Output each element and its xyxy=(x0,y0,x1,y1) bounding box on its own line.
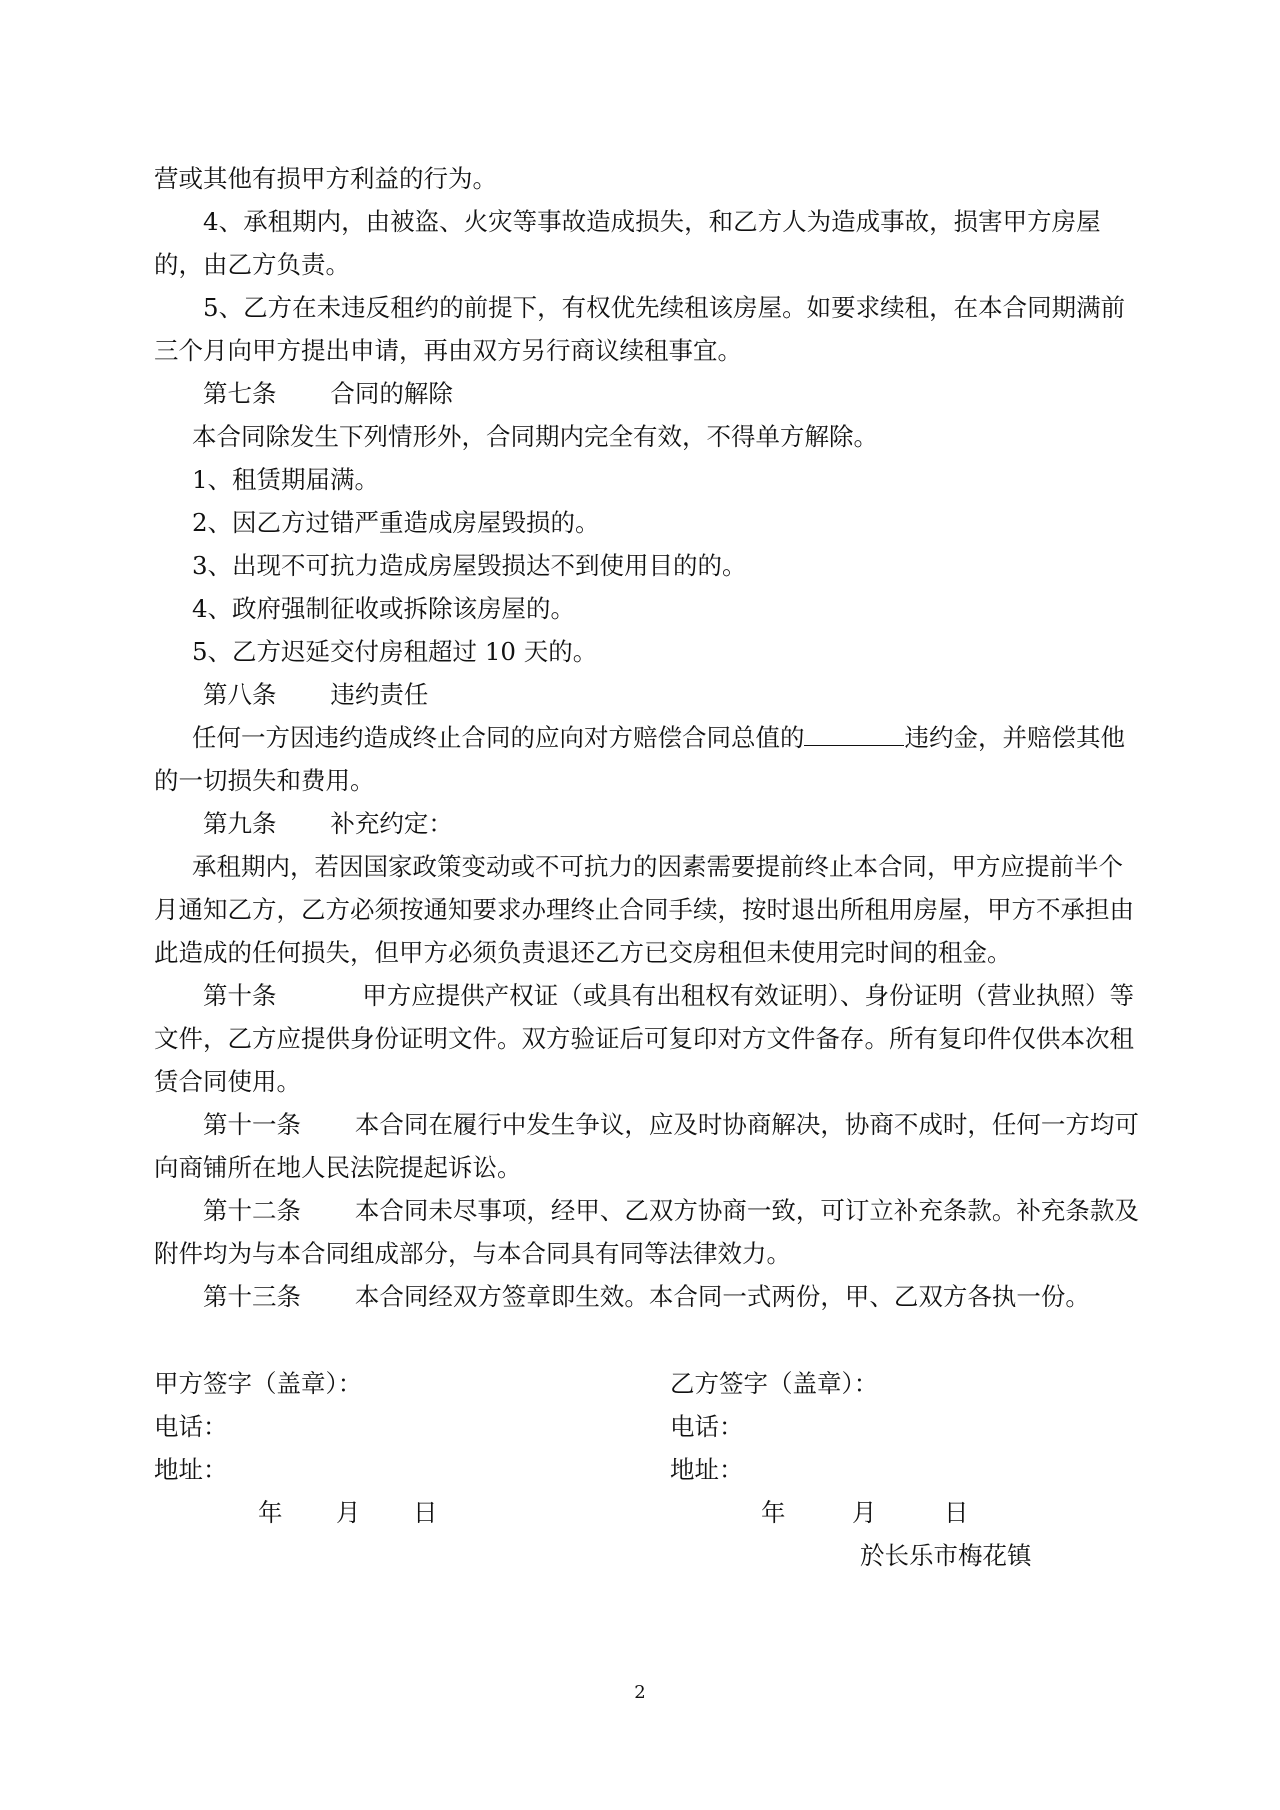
article-12-text: 本合同未尽事项，经甲、乙双方协商一致，可订立补充条款。补充条款及附件均为与本合同组成部分，与本合同具有同等法律效力。 xyxy=(154,1196,1139,1268)
clause-6-5: 5、乙方在未违反租约的前提下，有权优先续租该房屋。如要求续租，在本合同期满前三个月向甲方提出申请，再由双方另行商议续租事宜。 xyxy=(154,293,1126,365)
article-11-num: 第十一条 xyxy=(203,1110,301,1139)
article-9-num: 第九条 xyxy=(203,809,277,838)
article-12 xyxy=(154,1189,1144,1275)
party-a-year: 年 xyxy=(258,1498,283,1527)
article-8-heading xyxy=(154,673,428,716)
article-9-title: 补充约定： xyxy=(330,809,453,838)
party-b-year: 年 xyxy=(761,1498,786,1527)
article-7-intro: 本合同除发生下列情形外，合同期内完全有效，不得单方解除。 xyxy=(191,422,878,451)
article-7-item-4: 4、政府强制征收或拆除该房屋的。 xyxy=(191,594,576,623)
article-7-title: 合同的解除 xyxy=(330,379,453,408)
penalty-blank[interactable] xyxy=(804,721,904,746)
article-8-title: 违约责任 xyxy=(330,680,429,709)
article-11-text: 本合同在履行中发生争议，应及时协商解决，协商不成时，任何一方均可向商铺所在地人民法院提起诉讼。 xyxy=(154,1110,1139,1182)
article-10 xyxy=(154,974,1144,1103)
article-11 xyxy=(154,1103,1144,1189)
article-10-num: 第十条 xyxy=(203,981,277,1010)
party-b-address-label: 地址： xyxy=(670,1455,744,1484)
party-b-day: 日 xyxy=(944,1498,969,1527)
party-b-month: 月 xyxy=(852,1498,877,1527)
article-7-heading xyxy=(154,372,453,415)
party-a-phone-label: 电话： xyxy=(154,1412,228,1441)
article-13 xyxy=(154,1275,1144,1318)
page-number: 2 xyxy=(634,1682,646,1703)
party-b-signature-label: 乙方签字（盖章）： xyxy=(670,1369,879,1398)
article-7-item-2: 2、因乙方过错严重造成房屋毁损的。 xyxy=(191,508,600,537)
article-8-text xyxy=(154,716,1144,802)
clause-6-4: 4、承租期内，由被盗、火灾等事故造成损失，和乙方人为造成事故，损害甲方房屋的，由乙方负责。 xyxy=(154,207,1101,279)
article-7-item-5: 5、乙方迟延交付房租超过 10 天的。 xyxy=(191,637,598,666)
article-7-item-1: 1、租赁期届满。 xyxy=(191,465,380,494)
signing-place: 於长乐市梅花镇 xyxy=(860,1541,1032,1570)
article-13-text: 本合同经双方签章即生效。本合同一式两份，甲、乙双方各执一份。 xyxy=(354,1282,1090,1311)
article-7-item-3: 3、出现不可抗力造成房屋毁损达不到使用目的的。 xyxy=(191,551,747,580)
party-a-month: 月 xyxy=(336,1498,361,1527)
paragraph-continued: 营或其他有损甲方利益的行为。 xyxy=(154,164,497,193)
article-8-text-b: 违约金，并赔偿其他的一切损失和费用。 xyxy=(154,723,1125,795)
article-10-text: 甲方应提供产权证（或具有出租权有效证明）、身份证明（营业执照）等文件，乙方应提供身份证明文件。双方验证后可复印对方文件备存。所有复印件仅供本次租赁合同使用。 xyxy=(154,981,1134,1096)
article-8-num: 第八条 xyxy=(203,680,277,709)
article-13-num: 第十三条 xyxy=(203,1282,301,1311)
party-a-address-label: 地址： xyxy=(154,1455,228,1484)
article-12-num: 第十二条 xyxy=(203,1196,301,1225)
article-7-num: 第七条 xyxy=(203,379,277,408)
article-8-text-a: 任何一方因违约造成终止合同的应向对方赔偿合同总值的 xyxy=(191,723,805,752)
article-9-text: 承租期内，若因国家政策变动或不可抗力的因素需要提前终止本合同，甲方应提前半个月通知乙方，乙方必须按通知要求办理终止合同手续，按时退出所租用房屋，甲方不承担由此造成的任何损失，但甲方必须负责退还乙方已交房租但未使用完时间的租金。 xyxy=(154,852,1134,967)
party-a-signature-label: 甲方签字（盖章）： xyxy=(154,1369,363,1398)
party-b-phone-label: 电话： xyxy=(670,1412,744,1441)
party-a-day: 日 xyxy=(413,1498,438,1527)
article-9-heading xyxy=(154,802,453,845)
